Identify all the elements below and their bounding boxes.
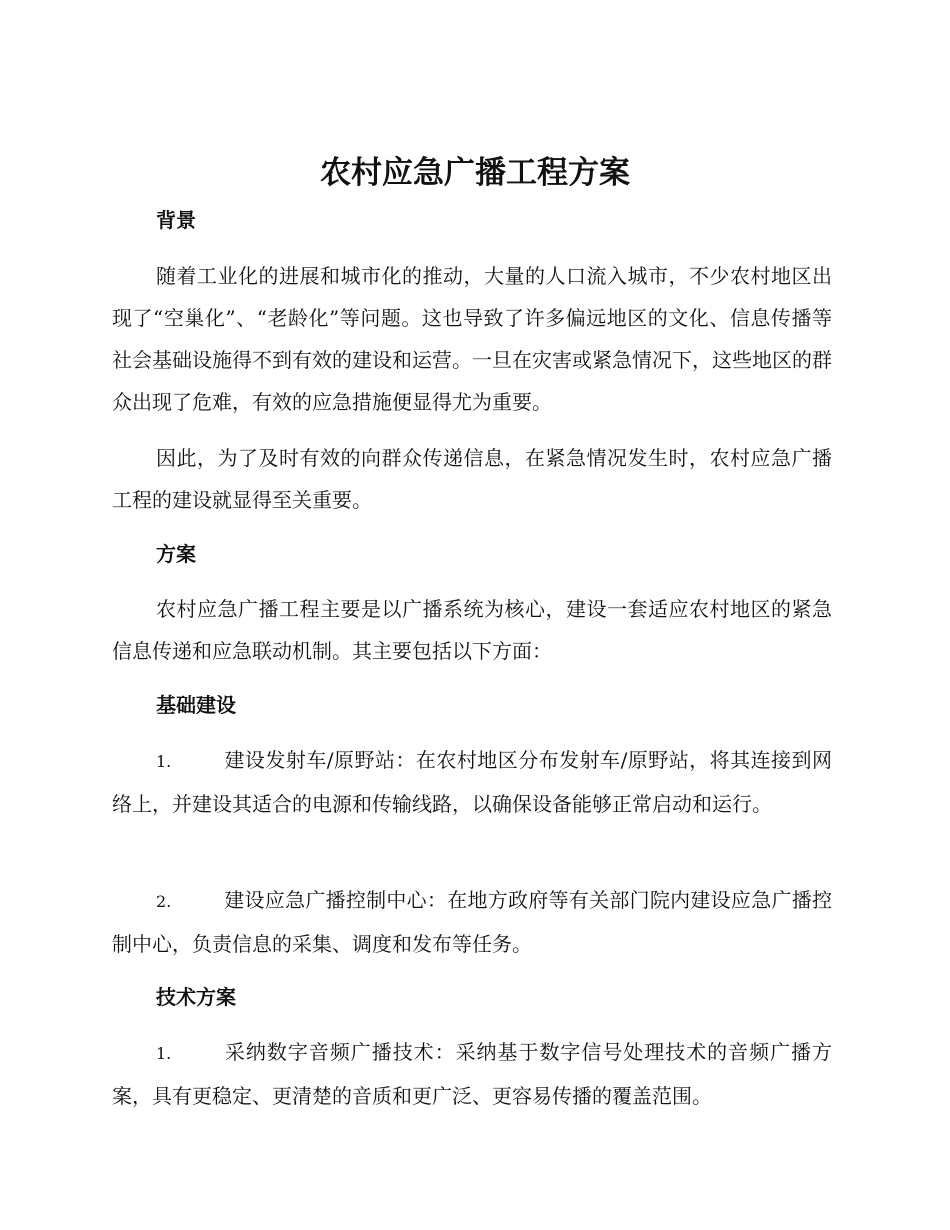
background-paragraph-2: 因此，为了及时有效的向群众传递信息，在紧急情况发生时，农村应急广播工程的建设就显得至关重要。 xyxy=(112,446,832,512)
list-item-text: 建设应急广播控制中心：在地方政府等有关部门院内建设应急广播控制中心，负责信息的采集、调度和发布等任务。 xyxy=(112,888,832,956)
list-number: 1. xyxy=(156,752,172,771)
section-heading-infrastructure: 基础建设 xyxy=(156,693,236,717)
list-number: 1. xyxy=(156,1044,172,1063)
technical-list-item-1 xyxy=(112,1031,832,1117)
section-heading-background: 背景 xyxy=(156,208,196,232)
list-item-text: 采纳数字音频广播技术：采纳基于数字信号处理技术的音频广播方案，具有更稳定、更清楚的音质和更广泛、更容易传播的覆盖范围。 xyxy=(112,1040,832,1108)
infrastructure-list-item-2 xyxy=(112,879,832,965)
list-item-text: 建设发射车/原野站：在农村地区分布发射车/原野站，将其连接到网络上，并建设其适合的电源和传输线路，以确保设备能够正常启动和运行。 xyxy=(112,748,832,816)
infrastructure-list-item-1 xyxy=(112,739,832,825)
section-heading-plan: 方案 xyxy=(156,542,196,566)
document-title: 农村应急广播工程方案 xyxy=(320,155,630,191)
plan-paragraph-1: 农村应急广播工程主要是以广播系统为核心，建设一套适应农村地区的紧急信息传递和应急联动机制。其主要包括以下方面： xyxy=(112,597,832,663)
background-paragraph-1: 随着工业化的进展和城市化的推动，大量的人口流入城市，不少农村地区出现了“空巢化”、“老龄化”等问题。这也导致了许多偏远地区的文化、信息传播等社会基础设施得不到有效的建设和运营。一旦在灾害或紧急情况下，这些地区的群众出现了危难，有效的应急措施便显得尤为重要。 xyxy=(112,264,832,414)
list-number: 2. xyxy=(156,892,172,911)
section-heading-technical: 技术方案 xyxy=(156,985,236,1009)
